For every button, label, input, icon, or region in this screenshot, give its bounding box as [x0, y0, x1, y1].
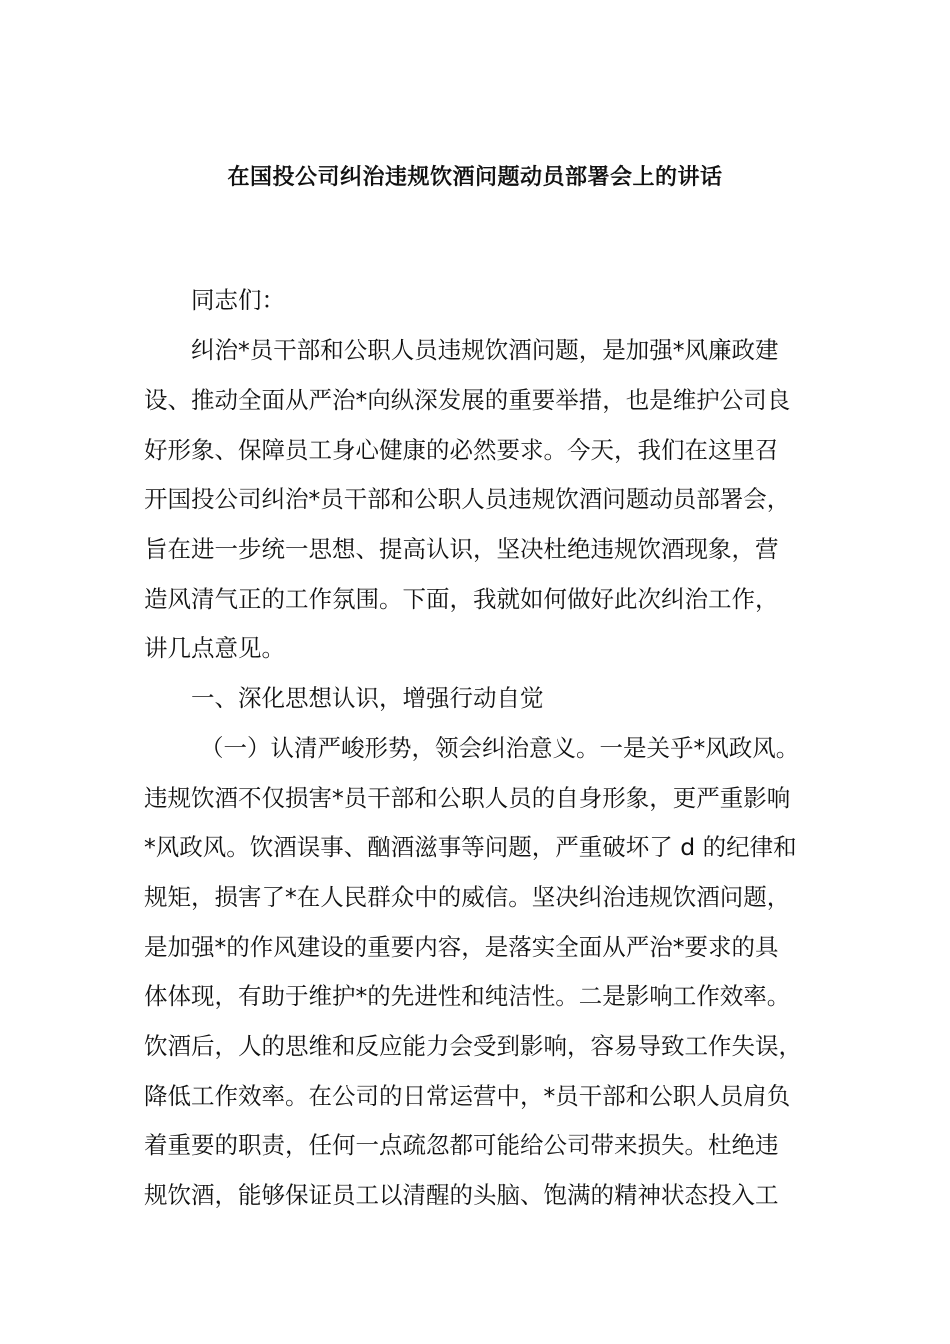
paragraph-line: 讲几点意见。 — [144, 634, 285, 662]
paragraph-line: 旨在进一步统一思想、提高认识，坚决杜绝违规饮酒现象，营 — [144, 535, 779, 563]
paragraph-line: 体体现，有助于维护*的先进性和纯洁性。二是影响工作效率。 — [144, 982, 791, 1010]
subsection-heading-line: （一）认清严峻形势，领会纠治意义。一是关乎*风政风。 — [200, 734, 800, 762]
paragraph-line: 造风清气正的工作氛围。下面，我就如何做好此次纠治工作， — [144, 585, 779, 613]
paragraph-line: 好形象、保障员工身心健康的必然要求。今天，我们在这里召 — [144, 436, 779, 464]
paragraph-line: 饮酒后，人的思维和反应能力会受到影响，容易导致工作失误， — [144, 1032, 802, 1060]
paragraph-line: 是加强*的作风建设的重要内容，是落实全面从严治*要求的具 — [144, 933, 779, 961]
paragraph-line: 违规饮酒不仅损害*员干部和公职人员的自身形象，更严重影响 — [144, 784, 791, 812]
paragraph-line: 着重要的职责，任何一点疏忽都可能给公司带来损失。杜绝违 — [144, 1131, 779, 1159]
salutation: 同志们： — [191, 286, 285, 314]
paragraph-line: 设、推动全面从严治*向纵深发展的重要举措，也是维护公司良 — [144, 386, 791, 414]
paragraph-line: 规矩，损害了*在人民群众中的威信。坚决纠治违规饮酒问题， — [144, 883, 791, 911]
paragraph-line: 纠治*员干部和公职人员违规饮酒问题，是加强*风廉政建 — [191, 336, 779, 364]
paragraph-line: 规饮酒，能够保证员工以清醒的头脑、饱满的精神状态投入工 — [144, 1181, 779, 1209]
paragraph-line: *风政风。饮酒误事、酗酒滋事等问题，严重破坏了 d 的纪律和 — [144, 833, 797, 861]
paragraph-line: 降低工作效率。在公司的日常运营中，*员干部和公职人员肩负 — [144, 1082, 791, 1110]
document-title: 在国投公司纠治违规饮酒问题动员部署会上的讲话 — [227, 165, 723, 190]
section-heading: 一、深化思想认识，增强行动自觉 — [191, 684, 544, 712]
paragraph-line: 开国投公司纠治*员干部和公职人员违规饮酒问题动员部署会， — [144, 485, 791, 513]
